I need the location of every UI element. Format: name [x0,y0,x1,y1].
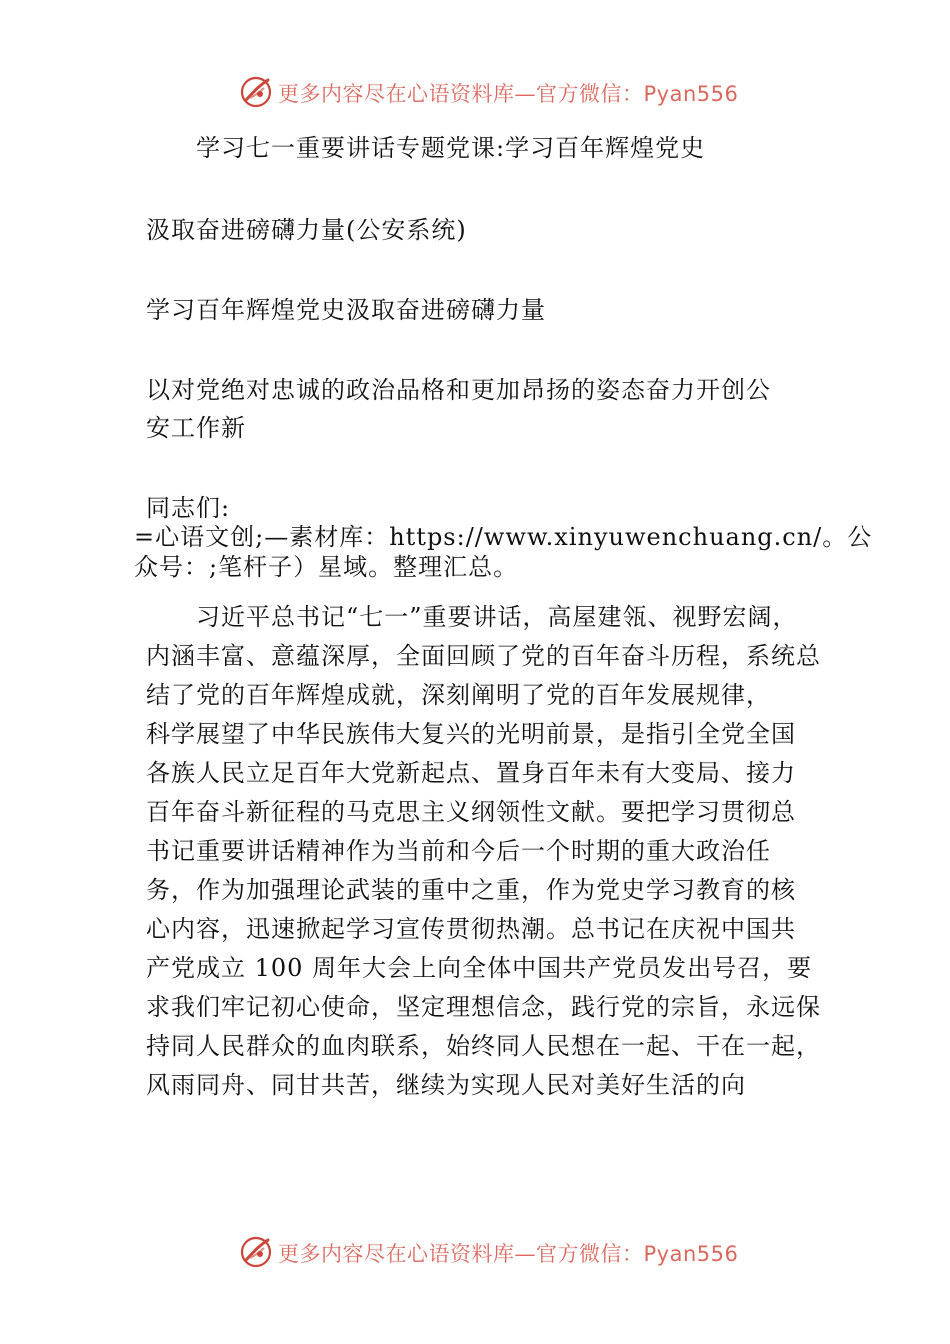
document-title-line-1: 学习七一重要讲话专题党课:学习百年辉煌党史 [196,134,706,162]
body-line: 各族人民立足百年大党新起点、置身百年未有大变局、接力 [146,759,796,787]
body-line: 结了党的百年辉煌成就，深刻阐明了党的百年发展规律， [146,681,771,709]
source-line: 众号：;笔杆子）星域。整理汇总。 [134,553,519,581]
document-heading: 学习百年辉煌党史汲取奋进磅礴力量 [146,296,546,324]
greeting: 同志们: [146,494,231,522]
footer-banner [0,1232,950,1272]
body-line: 持同人民群众的血肉联系，始终同人民想在一起、干在一起， [146,1032,821,1060]
banner-prefix: 更多内容尽在心语资料库—官方微信： [278,1242,644,1266]
body-line: 习近平总书记“七一”重要讲话，高屋建瓴、视野宏阔， [196,603,798,631]
source-line: =心语文创;—素材库：https://www.xinyuwenchuang.cn/。公 [134,523,873,551]
pen-logo-icon [238,1234,274,1270]
subheading-line: 以对党绝对忠诚的政治品格和更加昂扬的姿态奋力开创公 [146,376,771,404]
banner-text [278,1238,738,1268]
body-line: 务，作为加强理论武装的重中之重，作为党史学习教育的核 [146,876,796,904]
body-line: 产党成立 100 周年大会上向全体中国共产党员发出号召，要 [146,954,813,982]
banner-prefix: 更多内容尽在心语资料库—官方微信： [278,82,644,106]
banner-handle: Pyan556 [643,1242,739,1266]
banner-handle: Pyan556 [643,82,739,106]
pen-logo-icon [238,74,274,110]
banner-text [278,78,738,108]
body-line: 内涵丰富、意蕴深厚，全面回顾了党的百年奋斗历程，系统总 [146,642,821,670]
body-line: 书记重要讲话精神作为当前和今后一个时期的重大政治任 [146,837,771,865]
body-line: 心内容，迅速掀起学习宣传贯彻热潮。总书记在庆祝中国共 [146,915,796,943]
header-banner [0,72,950,112]
body-line: 百年奋斗新征程的马克思主义纲领性文献。要把学习贯彻总 [146,798,796,826]
body-line: 科学展望了中华民族伟大复兴的光明前景，是指引全党全国 [146,720,796,748]
body-line: 风雨同舟、同甘共苦，继续为实现人民对美好生活的向 [146,1071,746,1099]
body-line: 求我们牢记初心使命，坚定理想信念，践行党的宗旨，永远保 [146,993,821,1021]
subheading-line: 安工作新 [146,414,246,442]
document-title-line-2: 汲取奋进磅礴力量(公安系统) [146,216,467,244]
